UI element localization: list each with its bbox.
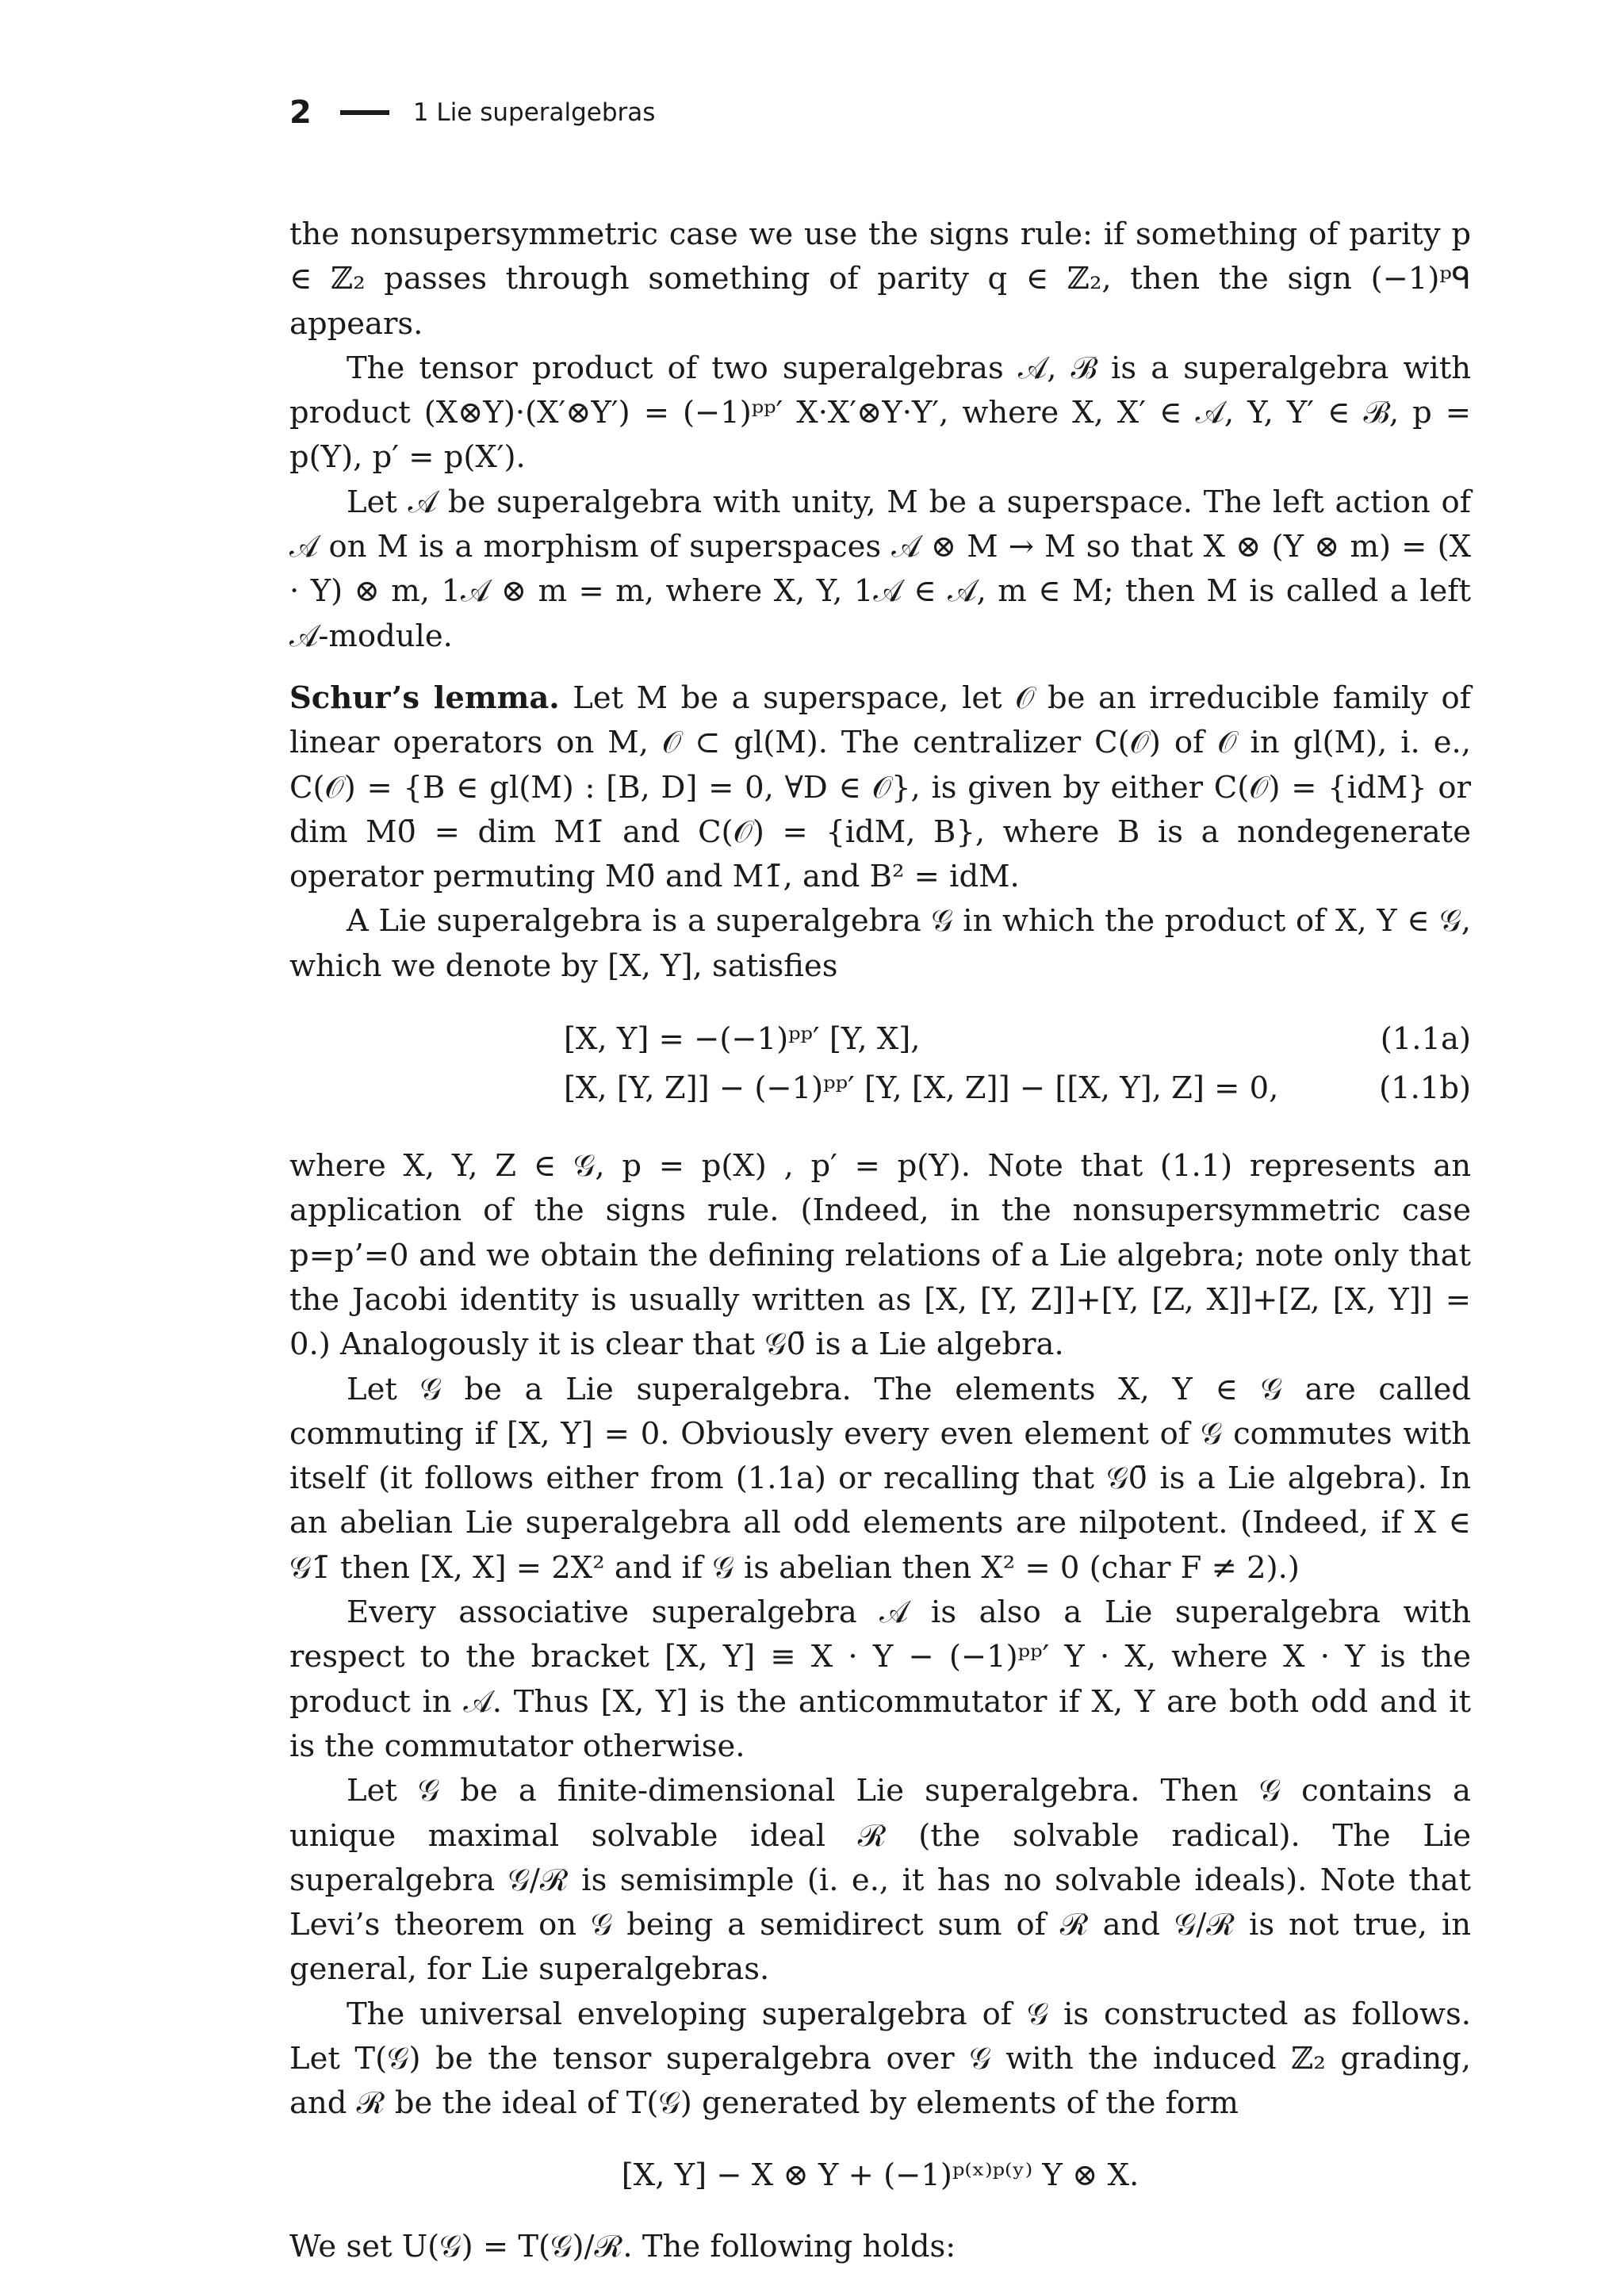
schur-lemma-text: Let M be a superspace, let 𝒪 be an irreducible family of linear operators on M, 𝒪 ⊂ gl(M). The centralizer C(𝒪) of 𝒪 in gl(M), i. e., C(𝒪) = {B ∈ gl(M) : [B, D] = 0, ∀D ∈ 𝒪}, is given by either C(𝒪) = {idM} or dim M0̄ = dim M1̄ and C(𝒪) = {idM, B}, where B is a nondegenerate operator permuting M0̄ and M1̄, and B² = idM.: [289, 679, 1471, 895]
equation-1-1a-body: [X, Y] = −(−1)ᵖᵖ′ [Y, X],: [564, 1021, 921, 1058]
header-rule: [340, 110, 389, 115]
equation-block-1-1: [289, 1017, 1471, 1116]
paragraph-commuting-elements: Let 𝒢 be a Lie superalgebra. The elements X, Y ∈ 𝒢 are called commuting if [X, Y] = 0. Obviously every even element of 𝒢 commutes with itself (it follows either from (1.1a) or recalling that 𝒢0̄ is a Lie algebra). In an abelian Lie superalgebra all odd elements are nilpotent. (Indeed, if X ∈ 𝒢1̄ then [X, X] = 2X² and if 𝒢 is abelian then X² = 0 (char F ≠ 2).): [289, 1371, 1471, 1586]
equation-1-1b: [289, 1066, 1471, 1116]
page-number: 2: [289, 94, 312, 131]
running-head: [289, 89, 655, 136]
paragraph-tensor-product: The tensor product of two superalgebras 𝒜, ℬ is a superalgebra with product (X⊗Y)·(X′⊗Y′) = (−1)ᵖᵖ′ X·X′⊗Y·Y′, where X, X′ ∈ 𝒜, Y, Y′ ∈ ℬ, p = p(Y), p′ = p(X′).: [289, 350, 1471, 476]
paragraph-definition-U: We set U(𝒢) = T(𝒢)/ℛ. The following holds:: [289, 2228, 956, 2264]
paragraph-solvable-radical: Let 𝒢 be a finite-dimensional Lie superalgebra. Then 𝒢 contains a unique maximal solvable ideal ℛ (the solvable radical). The Lie superalgebra 𝒢/ℛ is semisimple (i. e., it has no solvable ideals). Note that Levi’s theorem on 𝒢 being a semidirect sum of ℛ and 𝒢/ℛ is not true, in general, for Lie superalgebras.: [289, 1773, 1471, 1988]
equation-1-1a: [289, 1017, 1471, 1066]
paragraph-associative-bracket: Every associative superalgebra 𝒜 is also a Lie superalgebra with respect to the bracket [X, Y] ≡ X · Y − (−1)ᵖᵖ′ Y · X, where X · Y is the product in 𝒜. Thus [X, Y] is the anticommutator if X, Y are both odd and it is the commutator otherwise.: [289, 1594, 1471, 1764]
equation-1-1b-label: (1.1b): [1379, 1070, 1471, 1107]
paragraph-lie-superalgebra-def: A Lie superalgebra is a superalgebra 𝒢 in which the product of X, Y ∈ 𝒢, which we denote by [X, Y], satisfies: [289, 903, 1471, 984]
paragraph-universal-enveloping: The universal enveloping superalgebra of 𝒢 is constructed as follows. Let T(𝒢) be the tensor superalgebra over 𝒢 with the induced ℤ₂ grading, and ℛ be the ideal of T(𝒢) generated by elements of the form: [289, 1996, 1471, 2122]
paragraph-signs-rule-application: where X, Y, Z ∈ 𝒢, p = p(X) , p′ = p(Y). Note that (1.1) represents an application of the signs rule. (Indeed, in the nonsupersymmetric case p=p’=0 and we obtain the defining relations of a Lie algebra; note only that the Jacobi identity is usually written as [X, [Y, Z]]+[Y, [Z, X]]+[Z, [X, Y]] = 0.) Analogously it is clear that 𝒢0̄ is a Lie algebra.: [289, 1148, 1471, 1363]
chapter-title: 1 Lie superalgebras: [412, 98, 656, 127]
equation-1-1b-body: [X, [Y, Z]] − (−1)ᵖᵖ′ [Y, [X, Z]] − [[X, Y], Z] = 0,: [564, 1070, 1279, 1107]
paragraph-schur-lemma: [289, 676, 1471, 899]
paragraph-signs-rule: the nonsupersymmetric case we use the signs rule: if something of parity p ∈ ℤ₂ passes through something of parity q ∈ ℤ₂, then the sign (−1)ᵖᑫ appears.: [289, 216, 1471, 342]
equation-ideal-generator: [X, Y] − X ⊗ Y + (−1)ᵖ⁽ˣ⁾ᵖ⁽ʸ⁾ Y ⊗ X.: [621, 2157, 1139, 2193]
body-text: [289, 212, 1471, 2269]
schur-lemma-label: Schur’s lemma.: [289, 679, 560, 716]
equation-1-1a-label: (1.1a): [1380, 1021, 1471, 1058]
paragraph-left-module: Let 𝒜 be superalgebra with unity, M be a superspace. The left action of 𝒜 on M is a morphism of superspaces 𝒜 ⊗ M → M so that X ⊗ (Y ⊗ m) = (X · Y) ⊗ m, 1𝒜 ⊗ m = m, where X, Y, 1𝒜 ∈ 𝒜, m ∈ M; then M is called a left 𝒜-module.: [289, 484, 1471, 654]
